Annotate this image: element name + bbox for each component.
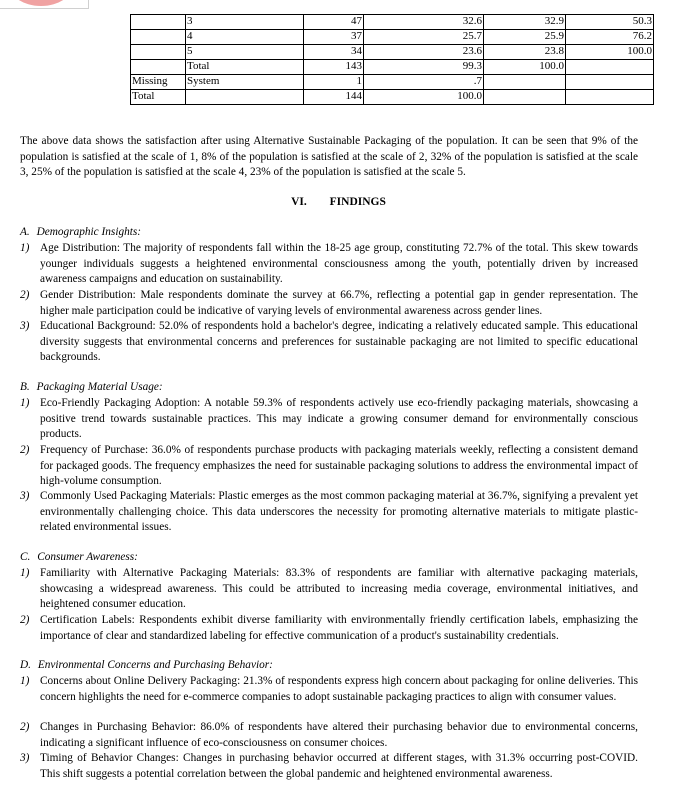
table-cell: 32.9 <box>484 15 566 30</box>
section-title-d: D. Environmental Concerns and Purchasing Behavior: <box>20 659 273 671</box>
list-item: 2) Frequency of Purchase: 36.0% of respondents purchase products with packaging materials weekly, reflecting a consistent demand for packaged goods. The frequency emphasizes the need for sustainable packaging solutions to address the environmental impact of high-volume consumption. <box>20 444 638 487</box>
table-cell <box>566 90 654 105</box>
section-title-a: A. Demographic Insights: <box>20 226 142 238</box>
heading-number: VI. <box>291 196 307 208</box>
list-item: 2) Certification Labels: Respondents exhibit diverse familiarity with environmentally friendly certification labels, emphasizing the importance of clear and standardized labeling for effective communication of a product's sustainability credentials. <box>20 614 638 642</box>
section-title-b: B. Packaging Material Usage: <box>20 381 163 393</box>
table-row <box>131 15 654 30</box>
list-item: 1) Eco-Friendly Packaging Adoption: A notable 59.3% of respondents actively use eco-friendly packaging materials, showcasing a positive trend towards sustainable practices. This may indicate a growing consumer demand for environmentally conscious products. <box>20 397 638 440</box>
table-cell: Total <box>131 90 186 105</box>
list-item: 2) Changes in Purchasing Behavior: 86.0% of respondents have altered their purchasing behavior due to environmental concerns, indicating a significant influence of eco-consciousness on consumer choices. <box>20 721 638 749</box>
table-cell <box>131 45 186 60</box>
table-cell: 143 <box>304 60 364 75</box>
table-row <box>131 60 654 75</box>
table-row <box>131 30 654 45</box>
frequency-table <box>130 14 654 105</box>
table-cell <box>566 60 654 75</box>
table-cell: 100.0 <box>364 90 484 105</box>
top-border-box <box>0 0 89 9</box>
table-cell: Missing <box>131 75 186 90</box>
table-cell: 32.6 <box>364 15 484 30</box>
heading-title: FINDINGS <box>329 196 386 208</box>
list-item: 1) Familiarity with Alternative Packaging Materials: 83.3% of respondents are familiar with alternative packaging materials, showcasing a widespread awareness. This could be attributed to increasing media coverage, environmental initiatives, and heightened consumer education. <box>20 567 638 610</box>
table-cell: 4 <box>186 30 304 45</box>
table-cell: 25.7 <box>364 30 484 45</box>
table-cell: 5 <box>186 45 304 60</box>
list-item: 3) Educational Background: 52.0% of respondents hold a bachelor's degree, indicating a relatively educated sample. This educational diversity suggests that environmental concerns and preferences for sustainable packaging are not limited to specific educational backgrounds. <box>20 320 638 363</box>
table-cell: 144 <box>304 90 364 105</box>
table-row <box>131 90 654 105</box>
table-cell: .7 <box>364 75 484 90</box>
table-cell: 50.3 <box>566 15 654 30</box>
table-cell: 25.9 <box>484 30 566 45</box>
table-cell: 99.3 <box>364 60 484 75</box>
summary-paragraph: The above data shows the satisfaction after using Alternative Sustainable Packaging of the population. It can be seen that 9% of the population is satisfied at the scale of 1, 8% of the population is satisfied at the scale of 2, 32% of the population is satisfied at the scale 3, 25% of the population is satisfied at the scale 4, 23% of the population is satisfied at the scale 5. <box>20 135 638 178</box>
table-cell: System <box>186 75 304 90</box>
list-item: 2) Gender Distribution: Male respondents dominate the survey at 66.7%, reflecting a potential gap in gender representation. The higher male participation could be indicative of varying levels of environmental awareness across gender lines. <box>20 289 638 317</box>
table-cell <box>131 15 186 30</box>
table-cell <box>131 60 186 75</box>
list-item: 1) Age Distribution: The majority of respondents fall within the 18-25 age group, constituting 72.7% of the total. This skew towards younger individuals suggests a heightened environmental consciousness among the youth, potentially driven by increased awareness campaigns and education on sustainability. <box>20 242 638 285</box>
table-cell: 37 <box>304 30 364 45</box>
list-item: 1) Concerns about Online Delivery Packaging: 21.3% of respondents express high concern about packaging for online deliveries. This concern highlights the need for e-commerce companies to adopt sustainable packaging practices to align with consumer values. <box>20 675 638 703</box>
table-row <box>131 45 654 60</box>
table-cell <box>131 30 186 45</box>
table-cell: 34 <box>304 45 364 60</box>
table-cell: 100.0 <box>566 45 654 60</box>
list-item: 3) Commonly Used Packaging Materials: Plastic emerges as the most common packaging material at 36.7%, signifying a prevalent yet environmentally challenging choice. This data underscores the necessity for promoting alternative materials to mitigate plastic-related environmental issues. <box>20 490 638 533</box>
table-cell: 76.2 <box>566 30 654 45</box>
table-cell <box>566 75 654 90</box>
section-title-c: C. Consumer Awareness: <box>20 551 138 563</box>
table-cell: 23.8 <box>484 45 566 60</box>
list-item: 3) Timing of Behavior Changes: Changes in purchasing behavior occurred at different stages, with 31.3% occurring post-COVID. This shift suggests a potential correlation between the global pandemic and heightened environmental awareness. <box>20 752 638 780</box>
table-row <box>131 75 654 90</box>
table-cell: 100.0 <box>484 60 566 75</box>
section-heading <box>0 196 677 208</box>
table-cell <box>484 90 566 105</box>
table-cell <box>484 75 566 90</box>
table-cell: 47 <box>304 15 364 30</box>
table-cell <box>186 90 304 105</box>
table-cell: 3 <box>186 15 304 30</box>
table-cell: 1 <box>304 75 364 90</box>
table-cell: 23.6 <box>364 45 484 60</box>
table-cell: Total <box>186 60 304 75</box>
